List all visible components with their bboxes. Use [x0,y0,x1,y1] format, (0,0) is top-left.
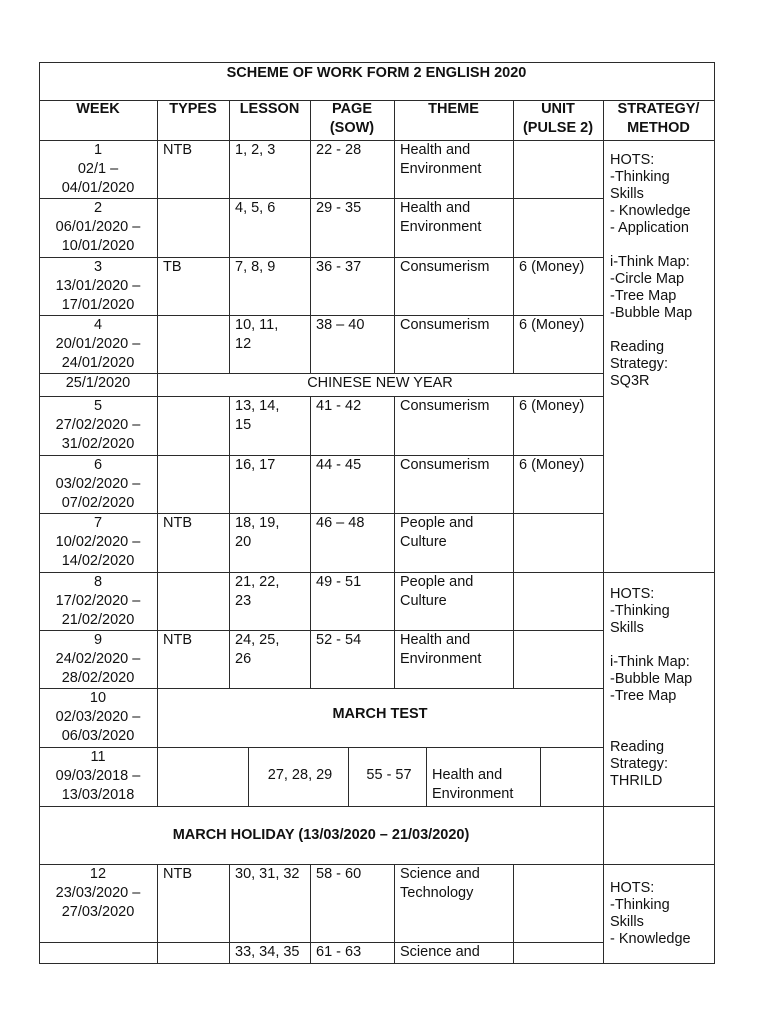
week-cell: 1 02/1 – 04/01/2020 [61,142,135,196]
cell-theme: Consumerism [400,398,490,414]
page-title: SCHEME OF WORK FORM 2 ENGLISH 2020 [226,65,527,81]
table-rule [394,140,395,199]
cell-page: 29 - 35 [316,200,362,216]
table-rule [603,140,604,964]
table-rule [157,942,158,964]
holiday-label: CHINESE NEW YEAR [307,375,453,391]
table-rule [348,747,349,807]
cell-lesson: 13, 14, 15 [235,398,280,433]
week-cell: 11 09/03/2018 – 13/03/2018 [55,749,141,803]
table-rule [310,942,311,964]
table-rule [229,942,230,964]
table-rule [229,315,230,374]
cell-types: NTB [163,515,192,531]
table-rule [157,572,158,631]
cell-page: 46 – 48 [316,515,365,531]
table-rule [229,513,230,573]
header-week: WEEK [76,101,120,117]
cell-types [163,199,227,258]
cell-page: 44 - 45 [316,457,362,473]
cell-unit: 6 (Money) [519,317,585,333]
table-rule [310,257,311,316]
holiday-banner: MARCH HOLIDAY (13/03/2020 – 21/03/2020) [172,827,470,843]
table-rule [157,864,158,943]
cell-types: TB [163,259,182,275]
cell-types [163,397,227,456]
header-theme: THEME [428,101,479,117]
cell-page: 49 - 51 [316,574,362,590]
week-cell: 4 20/01/2020 – 24/01/2020 [55,317,141,371]
cell-theme: Consumerism [400,457,490,473]
table-rule [513,513,514,573]
table-rule [157,455,158,514]
table-rule [603,864,715,865]
table-rule [157,198,158,258]
cell-page: 38 – 40 [316,317,365,333]
cell-theme: People and Culture [400,574,474,609]
week-cell: 9 24/02/2020 – 28/02/2020 [55,632,141,686]
table-rule [513,864,514,943]
cell-lesson: 10, 11, 12 [235,317,279,352]
cell-page: 61 - 63 [316,944,362,960]
header-strategy: STRATEGY/ METHOD [617,101,700,136]
cell-unit [519,943,601,964]
cell-page: 52 - 54 [316,632,362,648]
cell-lesson: 24, 25, 26 [235,632,280,667]
table-rule [394,513,395,573]
cell-theme: People and Culture [400,515,474,550]
cell-unit: 6 (Money) [519,259,585,275]
table-rule [603,572,715,573]
table-rule [394,630,395,689]
week-cell: 7 10/02/2020 – 14/02/2020 [55,515,141,569]
week-cell: 3 13/01/2020 – 17/01/2020 [55,259,141,313]
table-rule [157,513,158,573]
header-lesson: LESSON [239,101,300,117]
table-rule [229,572,230,631]
table-rule [310,513,311,573]
cell-page: 22 - 28 [316,142,362,158]
march-test-banner: MARCH TEST [332,706,428,722]
cell-unit [519,141,601,199]
table-rule [513,140,514,199]
cell-unit [519,573,601,631]
table-rule [394,257,395,316]
table-rule [513,315,514,374]
cell-theme: Science and Technology [400,866,480,901]
table-rule [229,455,230,514]
week-cell: 10 02/03/2020 – 06/03/2020 [55,690,141,744]
cell-lesson: 27, 28, 29 [267,767,333,783]
table-rule [394,455,395,514]
cell-theme: Health and Environment [432,767,514,802]
table-rule [513,630,514,689]
cell-theme: Consumerism [400,259,490,275]
cell-unit: 6 (Money) [519,457,585,473]
week-cell: 25/1/2020 [65,375,131,391]
cell-types: NTB [163,142,192,158]
cell-types [163,456,227,514]
table-rule [310,572,311,631]
cell-theme: Health and Environment [400,200,482,235]
table-rule [229,396,230,456]
cell-lesson: 33, 34, 35 [235,944,300,960]
cell-theme: Health and Environment [400,632,482,667]
cell-types: NTB [163,632,192,648]
cell-types [163,573,227,631]
cell-unit [519,199,601,258]
header-page: PAGE (SOW) [329,101,375,136]
table-rule [394,572,395,631]
table-rule [229,864,230,943]
table-rule [248,747,249,807]
table-rule [394,396,395,456]
week-cell: 5 27/02/2020 – 31/02/2020 [55,398,141,452]
cell-theme: Science and [400,944,480,960]
table-rule [157,630,158,689]
table-rule [513,455,514,514]
strategy-cell: HOTS: -Thinking Skills - Knowledge - Application i-Think Map: -Circle Map -Tree Map -Bubble Map Reading Strategy: SQ3R [610,152,693,389]
cell-page: 36 - 37 [316,259,362,275]
table-rule [310,396,311,456]
cell-lesson: 18, 19, 20 [235,515,280,550]
table-rule [229,630,230,689]
table-rule [310,630,311,689]
cell-lesson: 21, 22, 23 [235,574,280,609]
cell-lesson: 16, 17 [235,457,276,473]
table-rule [603,140,715,141]
table-rule [426,747,427,807]
table-rule [603,963,715,964]
week-cell: 6 03/02/2020 – 07/02/2020 [55,457,141,511]
week-cell: 12 23/03/2020 – 27/03/2020 [55,866,141,920]
table-rule [513,396,514,456]
table-rule [157,396,158,456]
cell-lesson: 30, 31, 32 [235,866,300,882]
table-rule [603,806,715,807]
table-rule [229,257,230,316]
table-rule [394,315,395,374]
table-rule [157,315,158,374]
week-cell: 8 17/02/2020 – 21/02/2020 [55,574,141,628]
cell-unit [519,631,601,689]
cell-unit: 6 (Money) [519,398,585,414]
table-rule [714,62,715,964]
cell-unit [519,514,601,573]
table-rule [513,257,514,316]
week-cell [39,943,157,964]
table-rule [229,140,230,199]
cell-lesson: 4, 5, 6 [235,200,276,216]
table-rule [310,198,311,258]
cell-unit [519,865,601,943]
table-rule [513,198,514,258]
cell-lesson: 7, 8, 9 [235,259,276,275]
strategy-cell: HOTS: -Thinking Skills i-Think Map: -Bubble Map -Tree Map Reading Strategy: THRILD [610,586,693,789]
cell-types [163,766,246,807]
cell-page: 41 - 42 [316,398,362,414]
table-rule [394,198,395,258]
table-rule [229,198,230,258]
table-rule [157,747,158,807]
table-rule [540,747,541,807]
cell-types: NTB [163,866,192,882]
cell-page: 58 - 60 [316,866,362,882]
cell-lesson: 1, 2, 3 [235,142,276,158]
week-cell: 2 06/01/2020 – 10/01/2020 [55,200,141,254]
table-rule [310,455,311,514]
cell-unit [546,766,601,807]
cell-types [163,316,227,374]
table-rule [394,864,395,943]
header-unit: UNIT (PULSE 2) [522,101,594,136]
cell-theme: Health and Environment [400,142,482,177]
table-rule [310,315,311,374]
table-rule [157,257,158,316]
table-rule [310,864,311,943]
cell-page: 55 - 57 [366,767,412,783]
table-rule [394,942,395,964]
cell-theme: Consumerism [400,317,490,333]
cell-types [163,943,227,964]
table-rule [513,942,514,964]
strategy-cell: HOTS: -Thinking Skills - Knowledge [610,880,691,947]
table-rule [513,572,514,631]
table-rule [157,140,158,199]
header-types: TYPES [169,101,217,117]
table-rule [310,140,311,199]
